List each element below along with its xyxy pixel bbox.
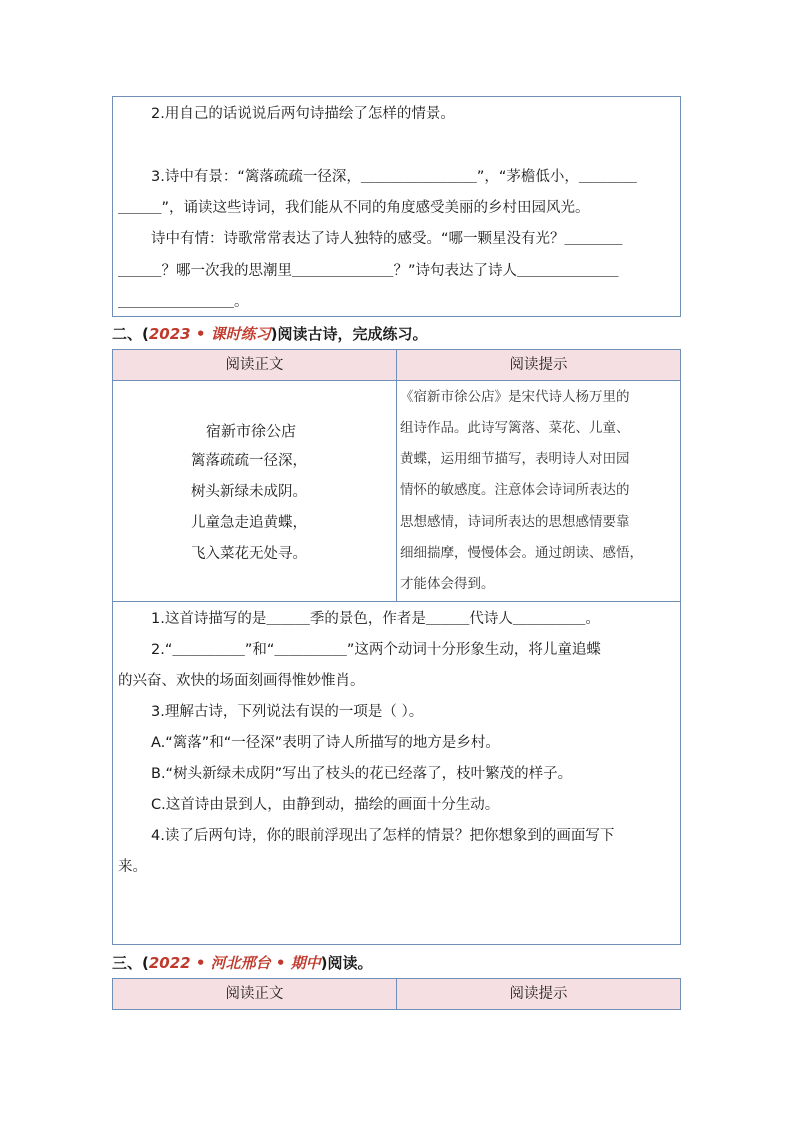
poem-line-2: 树头新绿未成阴。 (191, 484, 307, 500)
s3-heading-prefix: 三、( (112, 954, 149, 972)
hint-line-1: 《宿新市徐公店》是宋代诗人杨万里的 (400, 389, 630, 405)
s2-col-reading-hint: 阅读提示 (396, 350, 680, 380)
hint-line-7: 才能体会得到。 (400, 576, 495, 592)
s3-col-reading-hint: 阅读提示 (396, 979, 680, 1009)
hint-line-3: 黄蝶，运用细节描写，表明诗人对田园 (400, 451, 630, 467)
s2-option-b: B.“树头新绿未成阴”写出了枝头的花已经落了，枝叶繁茂的样子。 (151, 766, 573, 782)
s1-question-4-line3: ＿＿＿＿＿＿＿＿。 (118, 294, 249, 310)
s3-heading-tag: 2022 • 河北邢台 • 期中 (148, 954, 321, 972)
s2-question-4-line2: 来。 (118, 859, 147, 875)
poem-line-1: 篱落疏疏一径深， (191, 453, 307, 469)
s2-option-a: A.“篱落”和“一径深”表明了诗人所描写的地方是乡村。 (151, 735, 500, 751)
s1-question-3-line1: 3.诗中有景：“篱落疏疏一径深，＿＿＿＿＿＿＿＿”，“茅檐低小，＿＿＿＿ (151, 169, 637, 185)
s1-question-2: 2.用自己的话说说后两句诗描绘了怎样的情景。 (151, 106, 455, 122)
s2-col-reading-text: 阅读正文 (225, 357, 284, 373)
s3-col-reading-text: 阅读正文 (225, 986, 284, 1002)
hint-line-4: 情怀的敏感度。注意体会诗词所表达的 (400, 482, 630, 498)
s2-question-2-line2: 的兴奋、欢快的场面刻画得惟妙惟肖。 (118, 673, 365, 689)
section3-heading (112, 953, 373, 973)
s2-heading-tag: 2023 • 课时练习 (148, 325, 271, 343)
hint-line-2: 组诗作品。此诗写篱落、菜花、儿童、 (400, 420, 630, 436)
section3-table-header (112, 978, 681, 1010)
s2-heading-suffix: )阅读古诗，完成练习。 (270, 325, 428, 343)
s2-question-1: 1.这首诗描写的是＿＿＿季的景色，作者是＿＿＿代诗人＿＿＿＿＿。 (151, 611, 600, 627)
poem-line-3: 儿童急走追黄蝶， (191, 515, 307, 531)
hint-line-6: 细细揣摩，慢慢体会。通过朗读、感悟， (400, 545, 643, 561)
poem-line-4: 飞入菜花无处寻。 (191, 546, 307, 562)
s1-question-4-line2: ＿＿＿？哪一次我的思潮里＿＿＿＿＿＿＿？”诗句表达了诗人＿＿＿＿＿＿＿ (118, 263, 619, 279)
s1-question-4-line1: 诗中有情：诗歌常常表达了诗人独特的感受。“哪一颗星没有光？＿＿＿＿ (151, 231, 623, 247)
s1-question-3-line2: ＿＿＿”，诵读这些诗词，我们能从不同的角度感受美丽的乡村田园风光。 (118, 200, 590, 216)
s2-question-4-line1: 4.读了后两句诗，你的眼前浮现出了怎样的情景？把你想象到的画面写下 (151, 828, 615, 844)
section2-heading (112, 324, 428, 344)
hint-line-5: 思想感情，诗词所表达的思想感情要靠 (400, 514, 630, 530)
s2-option-c: C.这首诗由景到人，由静到动，描绘的画面十分生动。 (151, 797, 500, 813)
s2-question-3: 3.理解古诗，下列说法有误的一项是（ ）。 (151, 704, 424, 720)
s3-heading-suffix: )阅读。 (320, 954, 373, 972)
s2-heading-prefix: 二、( (112, 325, 149, 343)
s2-column-divider (396, 380, 397, 602)
poem-title: 宿新市徐公店 (206, 422, 297, 440)
s2-question-2-line1: 2.“＿＿＿＿＿”和“＿＿＿＿＿”这两个动词十分形象生动，将儿童追蝶 (151, 642, 601, 658)
section2-table-header (112, 349, 681, 381)
